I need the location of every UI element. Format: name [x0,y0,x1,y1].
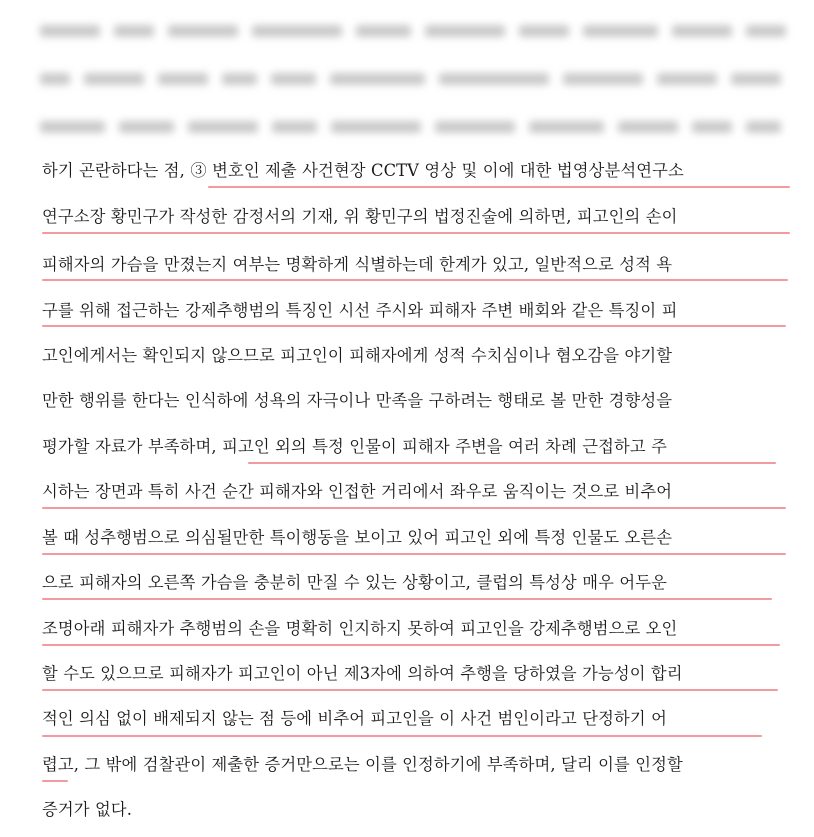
text-line: 할 수도 있으므로 피해자가 피고인이 아닌 제3자에 의하여 추행을 당하였을 가능성이 합리 [42,664,683,683]
highlight-underline [42,598,772,600]
text-line: 피해자의 가슴을 만졌는지 여부는 명확하게 식별하는데 한계가 있고, 일반적으로 성적 욕 [42,255,673,274]
highlight-underline [42,735,762,737]
text-line: 고인에게서는 확인되지 않으므로 피고인이 피해자에게 성적 수치심이나 혐오감을 야기할 [42,346,673,365]
text-line: 평가할 자료가 부족하며, 피고인 외의 특정 인물이 피해자 주변을 여러 차례 근접하고 주 [42,437,667,456]
text-line: 볼 때 성추행범으로 의심될만한 특이행동을 보이고 있어 피고인 외에 특정 인물도 오른손 [42,528,673,547]
text-line: 하기 곤란하다는 점, ③ 변호인 제출 사건현장 CCTV 영상 및 이에 대한 법영상분석연구소 [42,161,684,180]
text-line: 으로 피해자의 오른쪽 가슴을 충분히 만질 수 있는 상황이고, 클럽의 특성상 매우 어두운 [42,573,667,592]
highlight-underline [42,232,790,234]
text-line: 시하는 장면과 특히 사건 순간 피해자와 인접한 거리에서 좌우로 움직이는 것으로 비추어 [42,482,673,501]
highlight-underline [42,325,786,327]
highlight-underline [42,644,780,646]
text-line: 렵고, 그 밖에 검찰관이 제출한 증거만으로는 이를 인정하기에 부족하며, 달리 이를 인정할 [42,755,683,774]
highlight-underline [248,462,776,464]
text-line: 조명아래 피해자가 추행범의 손을 명확히 인지하지 못하여 피고인을 강제추행범으로 오인 [42,619,678,638]
text-line: 증거가 없다. [42,800,133,819]
highlight-underline [42,553,786,555]
text-line: 적인 의심 없이 배제되지 않는 점 등에 비추어 피고인을 이 사건 범인이라고 단정하기 어 [42,709,667,728]
highlight-underline [208,186,790,188]
redacted-text-block [40,18,780,148]
highlight-underline [42,279,788,281]
text-line: 구를 위해 접근하는 강제추행범의 특징인 시선 주시와 피해자 주변 배회와 같은 특징이 피 [42,301,678,320]
highlight-underline [42,780,68,782]
text-line: 연구소장 황민구가 작성한 감정서의 기재, 위 황민구의 법정진술에 의하면, 피고인의 손이 [42,207,678,226]
highlight-underline [42,689,778,691]
text-line: 만한 행위를 한다는 인식하에 성욕의 자극이나 만족을 구하려는 행태로 볼 만한 경향성을 [42,391,673,410]
highlight-underline [42,507,786,509]
